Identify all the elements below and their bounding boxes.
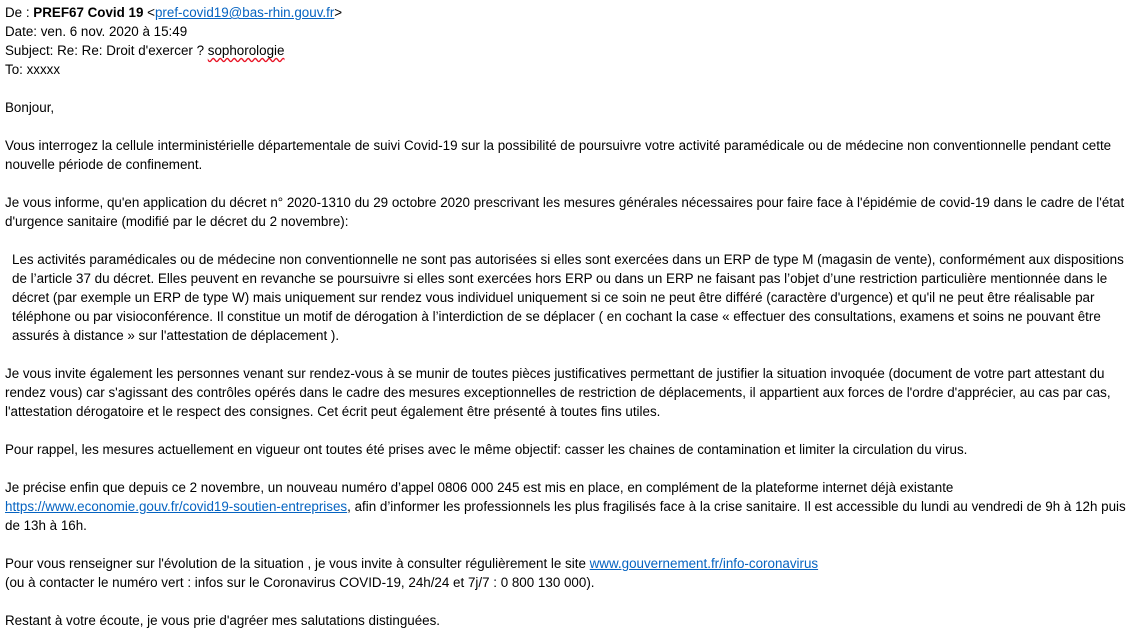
closing: Restant à votre écoute, je vous prie d'agréer mes salutations distinguées. [5,613,441,628]
paragraph-decree: Je vous informe, qu'en application du décret n° 2020-1310 du 29 octobre 2020 prescrivant les mesures générales nécessaires pour faire face à l'épidémie de covid-19 dans le cadre de l'état d'urgence sanitaire (modifié par le décret du 2 novembre): [5,195,1125,229]
subject-label: Subject: [5,43,58,58]
subject-line [5,41,1139,60]
spacer [5,592,1139,611]
to-label: To: [5,62,27,77]
spacer [5,174,1139,193]
green-number-text: (ou à contacter le numéro vert : infos sur le Coronavirus COVID-19, 24h/24 et 7j/7 : 0 800 130 000). [5,575,595,590]
spacer [5,345,1139,364]
to-value: xxxxx [26,62,61,77]
paragraph-activities: Les activités paramédicales ou de médecine non conventionnelle ne sont pas autorisées si elles sont exercées dans un ERP de type M (magasin de vente), conformément aux dispositions de l’article 37 du décret. Elles peuvent en revanche se poursuivre si elles sont exercées hors ERP ou dans un ERP ne faisant pas l’objet d’une restriction particulière mentionnée dans le décret (par exemple un ERP de type W) mais uniquement sur rendez vous individuel uniquement si ce soin ne peut être différé (caractère d'urgence) et qu'il ne peut être réalisable par téléphone ou par visioconférence. Il constitue un motif de dérogation à l’interdiction de se déplacer ( en cochant la case « effectuer des consultations, examens et soins ne pouvant être assurés à distance » sur l'attestation de déplacement ). [12,252,1124,343]
spacer [5,117,1139,136]
date-value: ven. 6 nov. 2020 à 15:49 [40,24,188,39]
from-email-link[interactable]: pref-covid19@bas-rhin.gouv.fr [154,5,335,20]
economie-support-link[interactable]: https://www.economie.gouv.fr/covid19-soutien-entreprises [5,499,348,514]
paragraph-reminder: Pour rappel, les mesures actuellement en vigueur ont toutes été prises avec le même objectif: casser les chaines de contamination et limiter la circulation du virus. [5,442,968,457]
paragraph-hotline [5,478,1139,535]
from-label: De : [5,5,34,20]
hotline-text-after: , afin d’informer les professionnels les plus fragilisés face à la crise sanitaire. Il est accessible du lundi au vendredi de 9h à 12h puis de 13h à 16h. [5,499,1126,533]
spacer [5,79,1139,98]
subject-misspelled-word[interactable]: sophorologie [207,43,285,58]
from-line [5,3,1139,22]
spacer [5,459,1139,478]
spacer [5,231,1139,250]
from-name: PREF67 Covid 19 [33,5,144,20]
to-line [5,60,1139,79]
spacer [5,535,1139,554]
date-line [5,22,1139,41]
email-message [5,3,1139,630]
paragraph-inquiry: Vous interrogez la cellule interministérielle départementale de suivi Covid-19 sur la possibilité de poursuivre votre activité paramédicale ou de médecine non conventionnelle pendant cette nouvelle période de confinement. [5,138,1112,172]
from-close-bracket: > [334,5,343,20]
hotline-text: Je précise enfin que depuis ce 2 novembre, un nouveau numéro d’appel 0806 000 245 est mis en place, en complément de la plateforme internet déjà existante [5,480,954,495]
gouvernement-coronavirus-link[interactable]: www.gouvernement.fr/info-coronavirus [589,556,819,571]
paragraph-justification: Je vous invite également les personnes venant sur rendez-vous à se munir de toutes pièces justificatives permettant de justifier la situation invoquée (document de votre part attestant du rendez vous) car s'agissant des contrôles opérés dans le cadre des mesures exceptionnelles de restriction de déplacements, il appartient aux forces de l'ordre d'apprécier, au cas par cas, l'attestation dérogatoire et le respect des consignes. Cet écrit peut également être présenté à toutes fins utiles. [5,366,1111,419]
from-open-bracket: < [143,5,155,20]
date-label: Date: [5,24,41,39]
paragraph-info-site [5,554,1139,592]
info-site-text: Pour vous renseigner sur l'évolution de la situation , je vous invite à consulter régulièrement le site [5,556,590,571]
spacer [5,421,1139,440]
greeting: Bonjour, [5,100,55,115]
subject-text: Re: Re: Droit d'exercer ? [57,43,208,58]
